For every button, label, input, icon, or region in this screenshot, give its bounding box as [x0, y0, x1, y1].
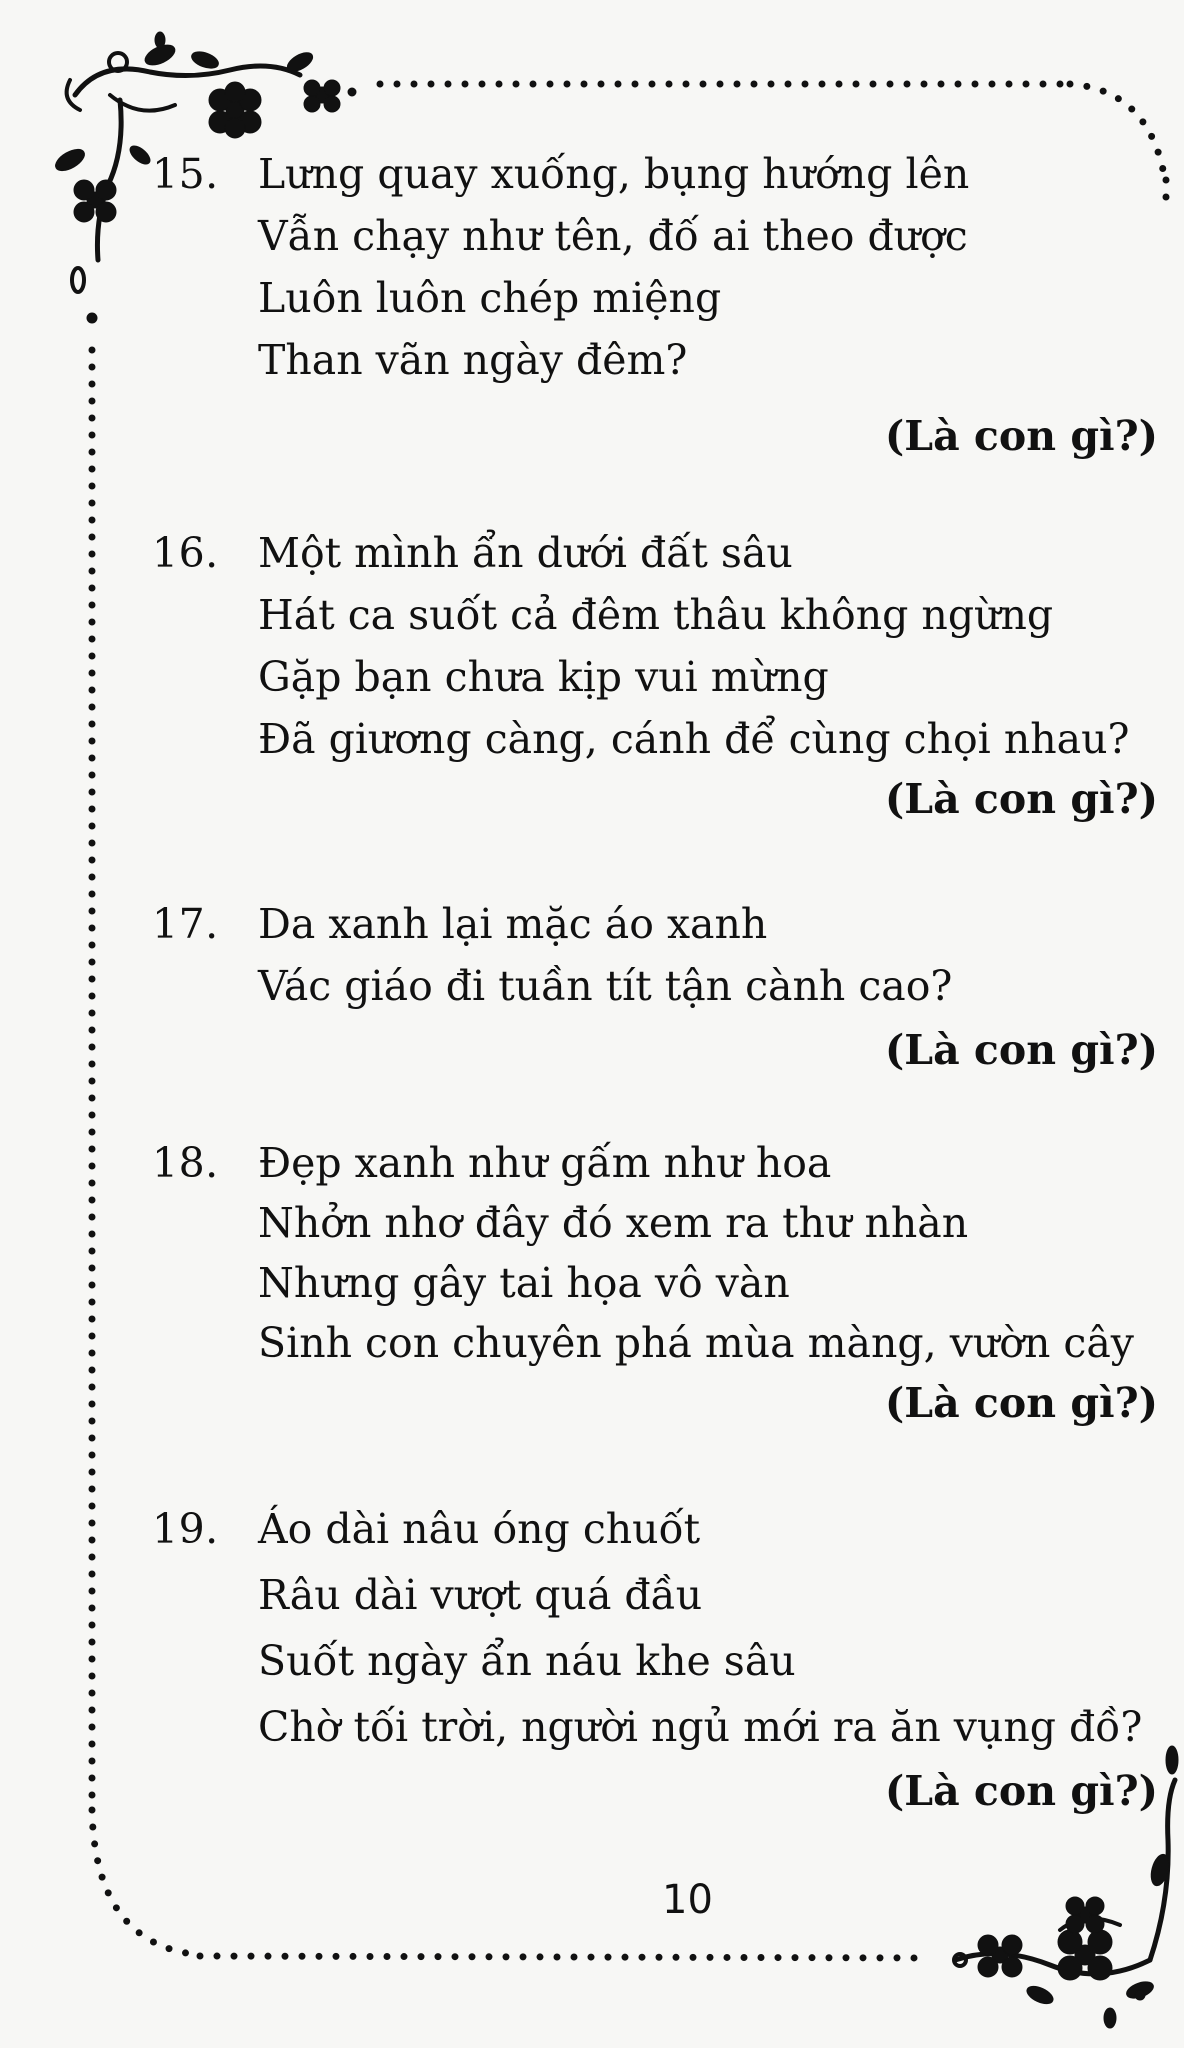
page-number: 10 — [662, 1877, 713, 1923]
riddle-number: 17. — [152, 900, 219, 948]
riddle-number: 15. — [152, 150, 219, 198]
riddle-line: Vác giáo đi tuần tít tận cành cao? — [258, 962, 953, 1010]
riddle-line: Râu dài vượt quá đầu — [258, 1571, 703, 1619]
riddle-line: Luôn luôn chép miệng — [258, 274, 722, 322]
riddle-line: Nhưng gây tai họa vô vàn — [258, 1259, 790, 1307]
riddle-answer-prompt: (Là con gì?) — [884, 1767, 1158, 1815]
riddle-line: Suốt ngày ẩn náu khe sâu — [258, 1637, 796, 1685]
riddle-number: 18. — [152, 1139, 219, 1187]
riddle-line: Lưng quay xuống, bụng hướng lên — [258, 150, 970, 198]
riddle-answer-prompt: (Là con gì?) — [884, 1379, 1158, 1427]
riddle-line: Than vãn ngày đêm? — [258, 336, 688, 384]
riddle-line: Nhởn nhơ đây đó xem ra thư nhàn — [258, 1199, 969, 1247]
riddle-line: Gặp bạn chưa kịp vui mừng — [258, 653, 829, 701]
riddle-line: Đẹp xanh như gấm như hoa — [258, 1139, 832, 1187]
riddle-number: 16. — [152, 529, 219, 577]
riddle-number: 19. — [152, 1505, 219, 1553]
riddle-answer-prompt: (Là con gì?) — [884, 1026, 1158, 1074]
riddle-line: Sinh con chuyên phá mùa màng, vườn cây — [258, 1319, 1134, 1367]
riddle-line: Vẫn chạy như tên, đố ai theo được — [258, 212, 968, 260]
riddle-line: Da xanh lại mặc áo xanh — [258, 900, 768, 948]
riddle-line: Chờ tối trời, người ngủ mới ra ăn vụng đồ? — [258, 1703, 1143, 1751]
riddle-line: Áo dài nâu óng chuốt — [258, 1505, 701, 1553]
riddle-line: Một mình ẩn dưới đất sâu — [258, 529, 793, 577]
riddle-line: Hát ca suốt cả đêm thâu không ngừng — [258, 591, 1054, 639]
riddle-line: Đã giương càng, cánh để cùng chọi nhau? — [258, 715, 1130, 763]
riddle-answer-prompt: (Là con gì?) — [884, 775, 1158, 823]
riddle-answer-prompt: (Là con gì?) — [884, 412, 1158, 460]
